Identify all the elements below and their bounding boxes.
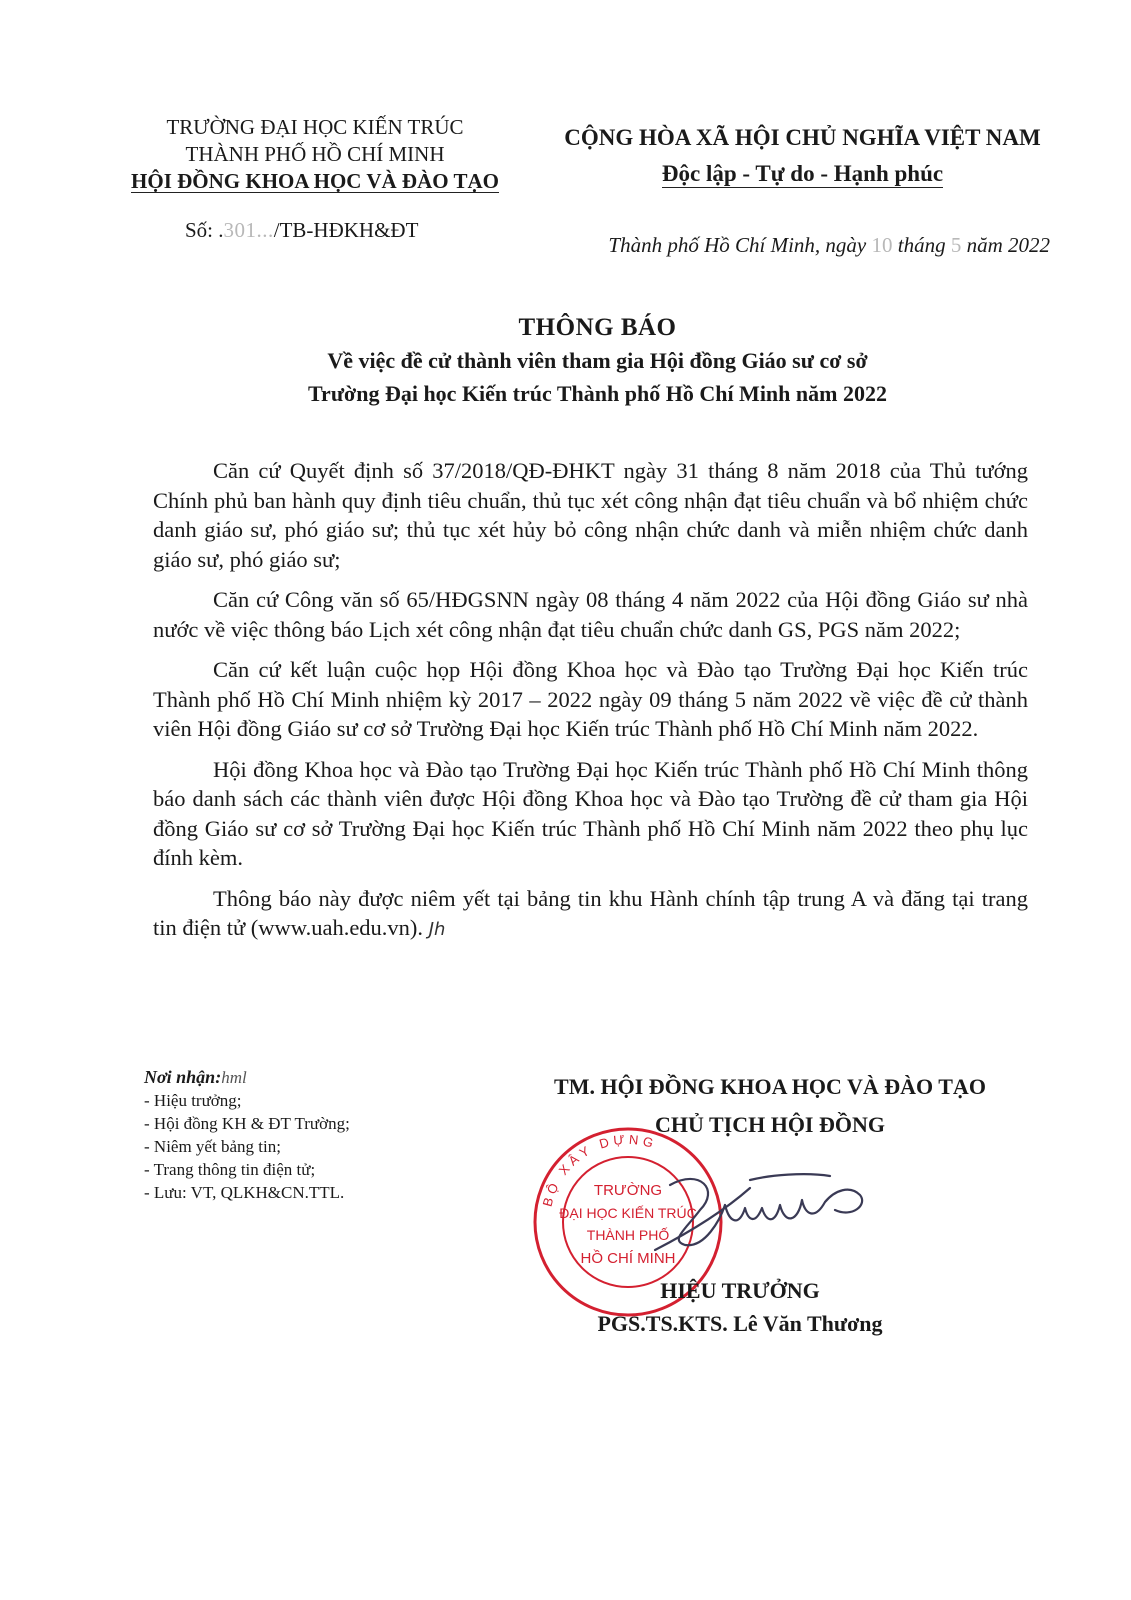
document-number [185,218,418,243]
signer-name: PGS.TS.KTS. Lê Văn Thương [597,1311,883,1336]
handwritten-initial-mark: Jh [428,919,446,940]
document-body [153,456,1028,956]
body-paragraph: Căn cứ kết luận cuộc họp Hội đồng Khoa học và Đào tạo Trường Đại học Kiến trúc Thành phố Hồ Chí Minh nhiệm kỳ 2017 – 2022 ngày 09 tháng 5 năm 2022 về việc đề cử thành viên Hội đồng Giáo sư cơ sở Trường Đại học Kiến trúc Thành phố Hồ Chí Minh năm 2022. [153,657,1028,741]
recipient-item: - Lưu: VT, QLKH&CN.TTL. [144,1183,345,1202]
seal-line-4: HỒ CHÍ MINH [580,1250,676,1267]
signer-role: HIỆU TRƯỞNG [660,1278,820,1303]
body-paragraph-last [153,884,1028,945]
recipients-initials: hml [221,1068,247,1087]
country-name: CỘNG HÒA XÃ HỘI CHỦ NGHĨA VIỆT NAM [564,125,1041,150]
signature-position: CHỦ TỊCH HỘI ĐỒNG [654,1112,885,1137]
recipients-block [144,1066,350,1204]
recipient-item: - Hội đồng KH & ĐT Trường; [144,1114,350,1133]
date-place: Thành phố Hồ Chí Minh, ngày [608,233,872,257]
date-month: 5 [950,233,962,257]
recipient-item: - Hiệu trưởng; [144,1091,242,1110]
recipient-item: - Trang thông tin điện tử; [144,1160,316,1179]
issuer-line-1: TRƯỜNG ĐẠI HỌC KIẾN TRÚC [166,115,464,139]
document-subtitle [150,344,1045,410]
recipients-title: Nơi nhận: [144,1067,222,1087]
date-month-label: tháng [892,233,951,257]
document-title: THÔNG BÁO [518,314,677,341]
seal-line-1: TRƯỜNG [593,1182,663,1199]
seal-line-2: ĐẠI HỌC KIẾN TRÚC [559,1205,697,1221]
signature-on-behalf: TM. HỘI ĐỒNG KHOA HỌC VÀ ĐÀO TẠO [554,1074,986,1099]
number-value: 301... [223,218,274,242]
body-paragraph-text: Thông báo này được niêm yết tại bảng tin khu Hành chính tập trung A và đăng tại trang tin điện tử (www.uah.edu.vn). [153,885,1028,940]
number-suffix: /TB-HĐKH&ĐT [273,218,419,242]
recipient-item: - Niêm yết bảng tin; [144,1137,281,1156]
document-date [500,233,1050,258]
issuer-council: HỘI ĐỒNG KHOA HỌC VÀ ĐÀO TẠO [131,169,499,193]
motto: Độc lập - Tự do - Hạnh phúc [661,161,944,186]
handwritten-signature [630,1150,900,1260]
seal-ring-text: BỘ XÂY DỰNG [539,1131,659,1209]
date-day: 10 [871,233,893,257]
seal-line-3: THÀNH PHỐ [586,1227,670,1243]
number-prefix: Số: . [185,218,224,242]
body-paragraph: Căn cứ Công văn số 65/HĐGSNN ngày 08 tháng 4 năm 2022 của Hội đồng Giáo sư nhà nước về việc thông báo Lịch xét công nhận đạt tiêu chuẩn chức danh GS, PGS năm 2022; [153,587,1028,642]
issuer-block [110,114,520,195]
subtitle-line-1: Về việc đề cử thành viên tham gia Hội đồng Giáo sư cơ sở [327,348,868,373]
issuer-line-2: THÀNH PHỐ HỒ CHÍ MINH [185,142,445,166]
national-motto-block [530,120,1075,192]
subtitle-line-2: Trường Đại học Kiến trúc Thành phố Hồ Chí Minh năm 2022 [308,381,887,406]
date-year: năm 2022 [961,233,1050,257]
body-paragraph: Căn cứ Quyết định số 37/2018/QĐ-ĐHKT ngày 31 tháng 8 năm 2018 của Thủ tướng Chính phủ ban hành quy định tiêu chuẩn, thủ tục xét công nhận đạt tiêu chuẩn và bổ nhiệm chức danh giáo sư, phó giáo sư; thủ tục xét hủy bỏ công nhận chức danh và miễn nhiệm chức danh giáo sư, phó giáo sư; [153,458,1028,572]
body-paragraph: Hội đồng Khoa học và Đào tạo Trường Đại học Kiến trúc Thành phố Hồ Chí Minh thông báo danh sách các thành viên được Hội đồng Khoa học và Đào tạo Trường đề cử tham gia Hội đồng Giáo sư cơ sở Trường Đại học Kiến trúc Thành phố Hồ Chí Minh năm 2022 theo phụ lục đính kèm. [153,756,1028,870]
